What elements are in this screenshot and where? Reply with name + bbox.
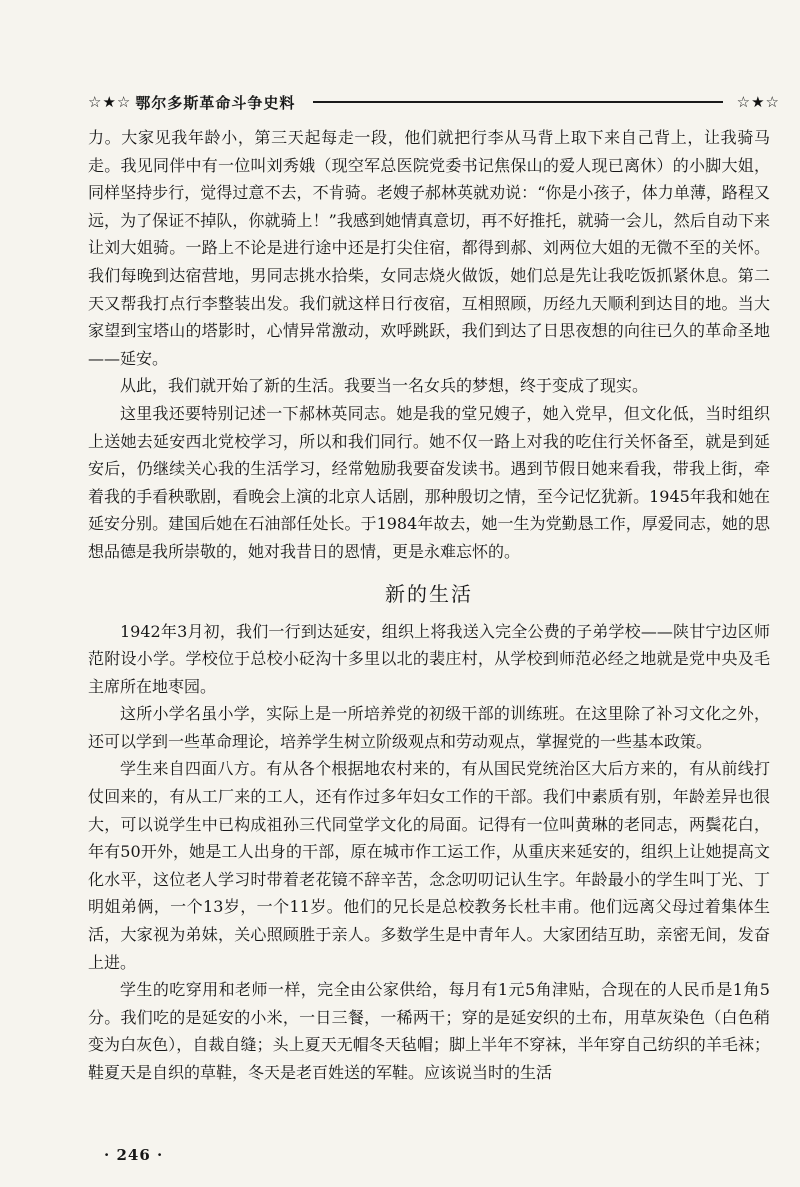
- star-decoration-right: ☆★☆: [736, 92, 780, 111]
- paragraph: 这里我还要特别记述一下郝林英同志。她是我的堂兄嫂子，她入党早，但文化低，当时组织上送她去延安西北党校学习，所以和我们同行。她不仅一路上对我的吃住行关怀备至，就是到延安后，仍继续关心我的生活学习，经常勉励我要奋发读书。遇到节假日她来看我，带我上街，牵着我的手看秧歌剧，看晚会上演的北京人话剧，那种殷切之情，至今记忆犹新。1945年我和她在延安分别。建国后她在石油部任处长。于1984年故去，她一生为党勤恳工作，厚爱同志，她的思想品德是我所崇敬的，她对我昔日的恩情，更是永难忘怀的。: [88, 403, 770, 561]
- running-header: [88, 90, 780, 114]
- paragraph: 这所小学名虽小学，实际上是一所培养党的初级干部的训练班。在这里除了补习文化之外，还可以学到一些革命理论，培养学生树立阶级观点和劳动观点，掌握党的一些基本政策。: [88, 704, 770, 751]
- paragraph: 学生来自四面八方。有从各个根据地农村来的，有从国民党统治区大后方来的，有从前线打仗回来的，有从工厂来的工人，还有作过多年妇女工作的干部。我们中素质有别，年龄差异也很大，可以说学生中已构成祖孙三代同堂学文化的局面。记得有一位叫黄琳的老同志，两鬓花白，年有50开外，她是工人出身的干部，原在城市作工运工作，从重庆来延安的，组织上让她提高文化水平，这位老人学习时带着老花镜不辞辛苦，念念叨叨记认生字。年龄最小的学生叫丁光、丁明姐弟俩，一个13岁，一个11岁。他们的兄长是总校教务长杜丰甫。他们远离父母过着集体生活，大家视为弟妹，关心照顾胜于亲人。多数学生是中青年人。大家团结互助，亲密无间，发奋上进。: [88, 759, 770, 972]
- page-body: [88, 124, 770, 1087]
- book-title: 鄂尔多斯革命斗争史料: [135, 93, 296, 112]
- paragraph: 学生的吃穿用和老师一样，完全由公家供给，每月有1元5角津贴，合现在的人民币是1角5分。我们吃的是延安的小米，一日三餐，一稀两干；穿的是延安织的土布，用草灰染色（白色稍变为白灰色），自裁自缝；头上夏天无帽冬天毡帽；脚上半年不穿袜，半年穿自己纺织的羊毛袜；鞋夏天是自织的草鞋，冬天是老百姓送的军鞋。应该说当时的生活: [88, 980, 770, 1082]
- paragraph-continued: 力。大家见我年龄小，第三天起每走一段，他们就把行李从马背上取下来自己背上，让我骑马走。我见同伴中有一位叫刘秀娥（现空军总医院党委书记焦保山的爱人现已离休）的小脚大姐，同样坚持步行，觉得过意不去，不肯骑。老嫂子郝林英就劝说：“你是小孩子，体力单薄，路程又远，为了保证不掉队，你就骑上！”我感到她情真意切，再不好推托，就骑一会儿，然后自动下来让刘大姐骑。一路上不论是进行途中还是打尖住宿，都得到郝、刘两位大姐的无微不至的关怀。我们每晚到达宿营地，男同志挑水拾柴，女同志烧火做饭，她们总是先让我吃饭抓紧休息。第二天又帮我打点行李整装出发。我们就这样日行夜宿，互相照顾，历经九天顺利到达目的地。当大家望到宝塔山的塔影时，心情异常激动，欢呼跳跃，我们到达了日思夜想的向往已久的革命圣地——延安。: [88, 128, 770, 368]
- paragraph: 从此，我们就开始了新的生活。我要当一名女兵的梦想，终于变成了现实。: [120, 376, 649, 396]
- header-rule: [313, 101, 722, 103]
- page-number: · 246 ·: [104, 1146, 164, 1164]
- star-decoration-left: ☆★☆: [88, 92, 132, 111]
- section-heading: 新的生活: [385, 581, 473, 606]
- paragraph: 1942年3月初，我们一行到达延安，组织上将我送入完全公费的子弟学校——陕甘宁边区师范附设小学。学校位于总校小砭沟十多里以北的裴庄村，从学校到师范必经之地就是党中央及毛主席所在地枣园。: [88, 621, 770, 696]
